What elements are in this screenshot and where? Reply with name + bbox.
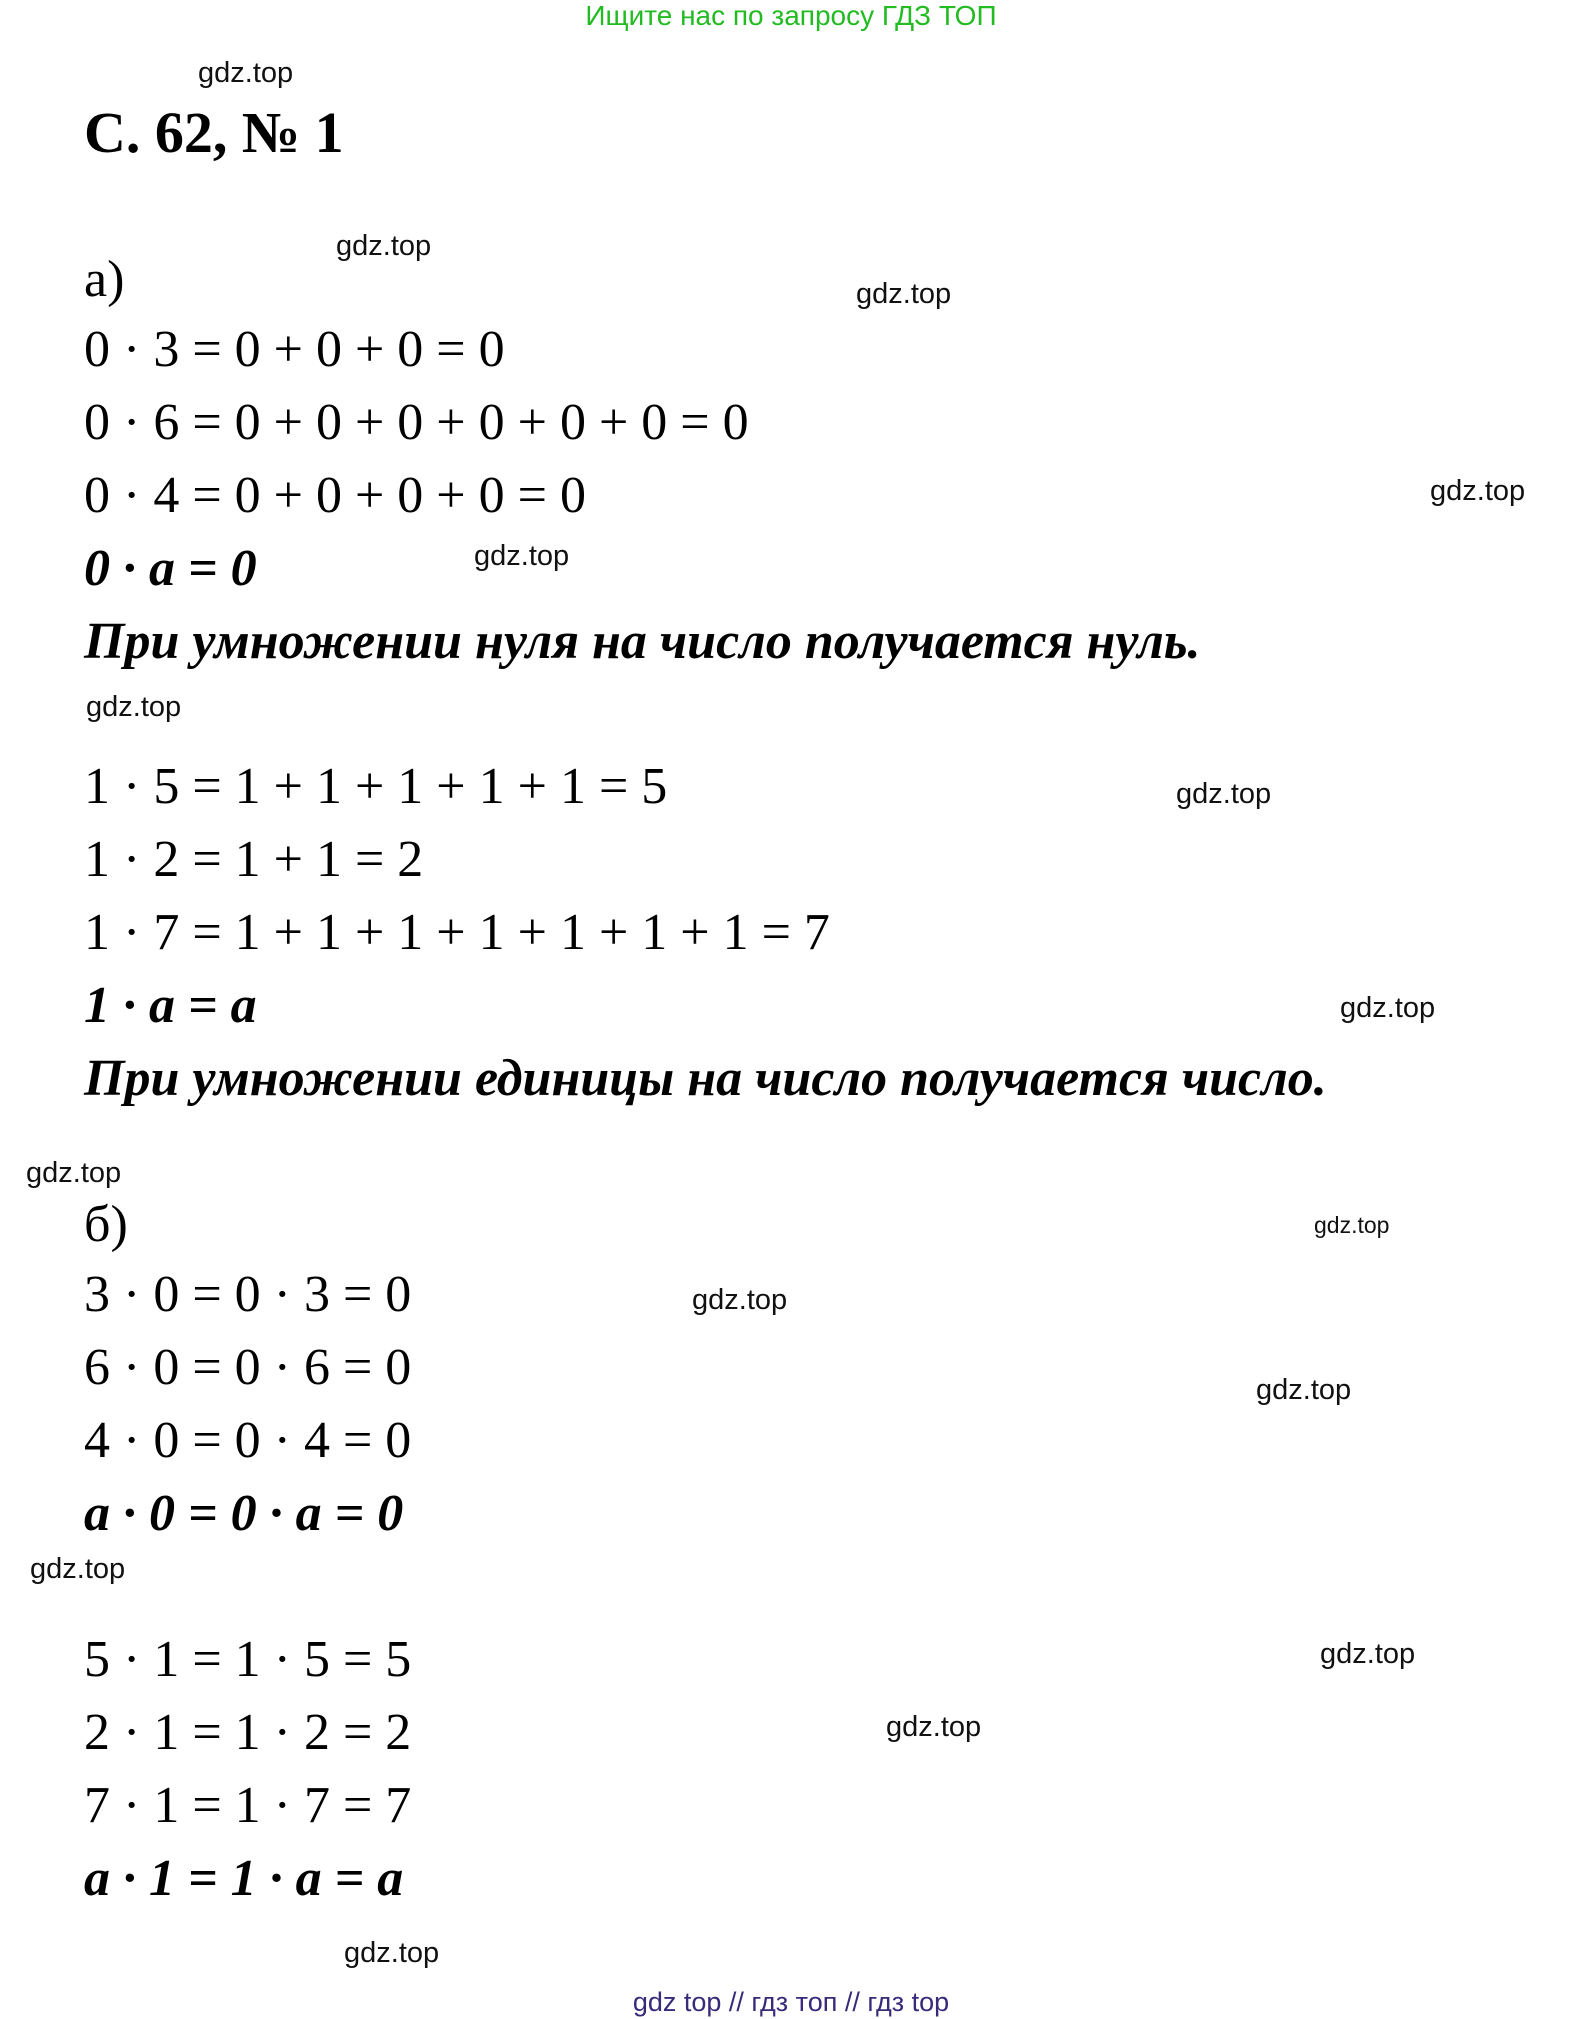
- equation-line: 3 · 0 = 0 · 3 = 0: [84, 1266, 412, 1323]
- equation-line: 6 · 0 = 0 · 6 = 0: [84, 1339, 412, 1396]
- equation-line: 1 · 5 = 1 + 1 + 1 + 1 + 1 = 5: [84, 758, 668, 815]
- watermark: gdz.top: [1314, 1212, 1390, 1238]
- watermark: gdz.top: [336, 230, 432, 262]
- watermark: gdz.top: [344, 1937, 440, 1969]
- equation-line: 4 · 0 = 0 · 4 = 0: [84, 1412, 412, 1469]
- watermark: gdz.top: [30, 1553, 126, 1585]
- commutative-zero-formula: a · 0 = 0 · a = 0: [84, 1485, 404, 1542]
- equation-line: 1 · 2 = 1 + 1 = 2: [84, 831, 424, 888]
- commutative-one-formula: a · 1 = 1 · a = a: [84, 1850, 404, 1907]
- one-rule-formula: 1 · a = a: [84, 977, 257, 1034]
- equation-line: 0 · 4 = 0 + 0 + 0 + 0 = 0: [84, 467, 586, 524]
- equation-line: 0 · 6 = 0 + 0 + 0 + 0 + 0 + 0 = 0: [84, 394, 749, 451]
- part-a-label: а): [84, 251, 125, 308]
- watermark: gdz.top: [1320, 1638, 1416, 1670]
- equation-line: 1 · 7 = 1 + 1 + 1 + 1 + 1 + 1 + 1 = 7: [84, 904, 830, 961]
- watermark: gdz.top: [26, 1157, 122, 1189]
- part-b-label: б): [84, 1196, 128, 1253]
- equation-line: 7 · 1 = 1 · 7 = 7: [84, 1777, 412, 1834]
- one-rule-text: При умножении единицы на число получается число.: [84, 1050, 1327, 1107]
- watermark: gdz.top: [1340, 992, 1436, 1024]
- zero-rule-formula: 0 · a = 0: [84, 540, 257, 597]
- watermark: gdz.top: [1430, 475, 1526, 507]
- watermark: gdz.top: [198, 57, 294, 89]
- zero-rule-text: При умножении нуля на число получается нуль.: [84, 613, 1201, 670]
- watermark: gdz.top: [86, 691, 182, 723]
- equation-line: 0 · 3 = 0 + 0 + 0 = 0: [84, 321, 505, 378]
- footer-links[interactable]: gdz top // гдз топ // гдз top: [632, 1987, 950, 2017]
- watermark: gdz.top: [856, 278, 952, 310]
- equation-line: 5 · 1 = 1 · 5 = 5: [84, 1631, 412, 1688]
- watermark: gdz.top: [474, 540, 570, 572]
- watermark: gdz.top: [1256, 1374, 1352, 1406]
- page-title: С. 62, № 1: [84, 100, 344, 165]
- watermark: gdz.top: [1176, 778, 1272, 810]
- search-banner: Ищите нас по запросу ГДЗ ТОП: [585, 0, 997, 31]
- equation-line: 2 · 1 = 1 · 2 = 2: [84, 1704, 412, 1761]
- watermark: gdz.top: [692, 1284, 788, 1316]
- watermark: gdz.top: [886, 1711, 982, 1743]
